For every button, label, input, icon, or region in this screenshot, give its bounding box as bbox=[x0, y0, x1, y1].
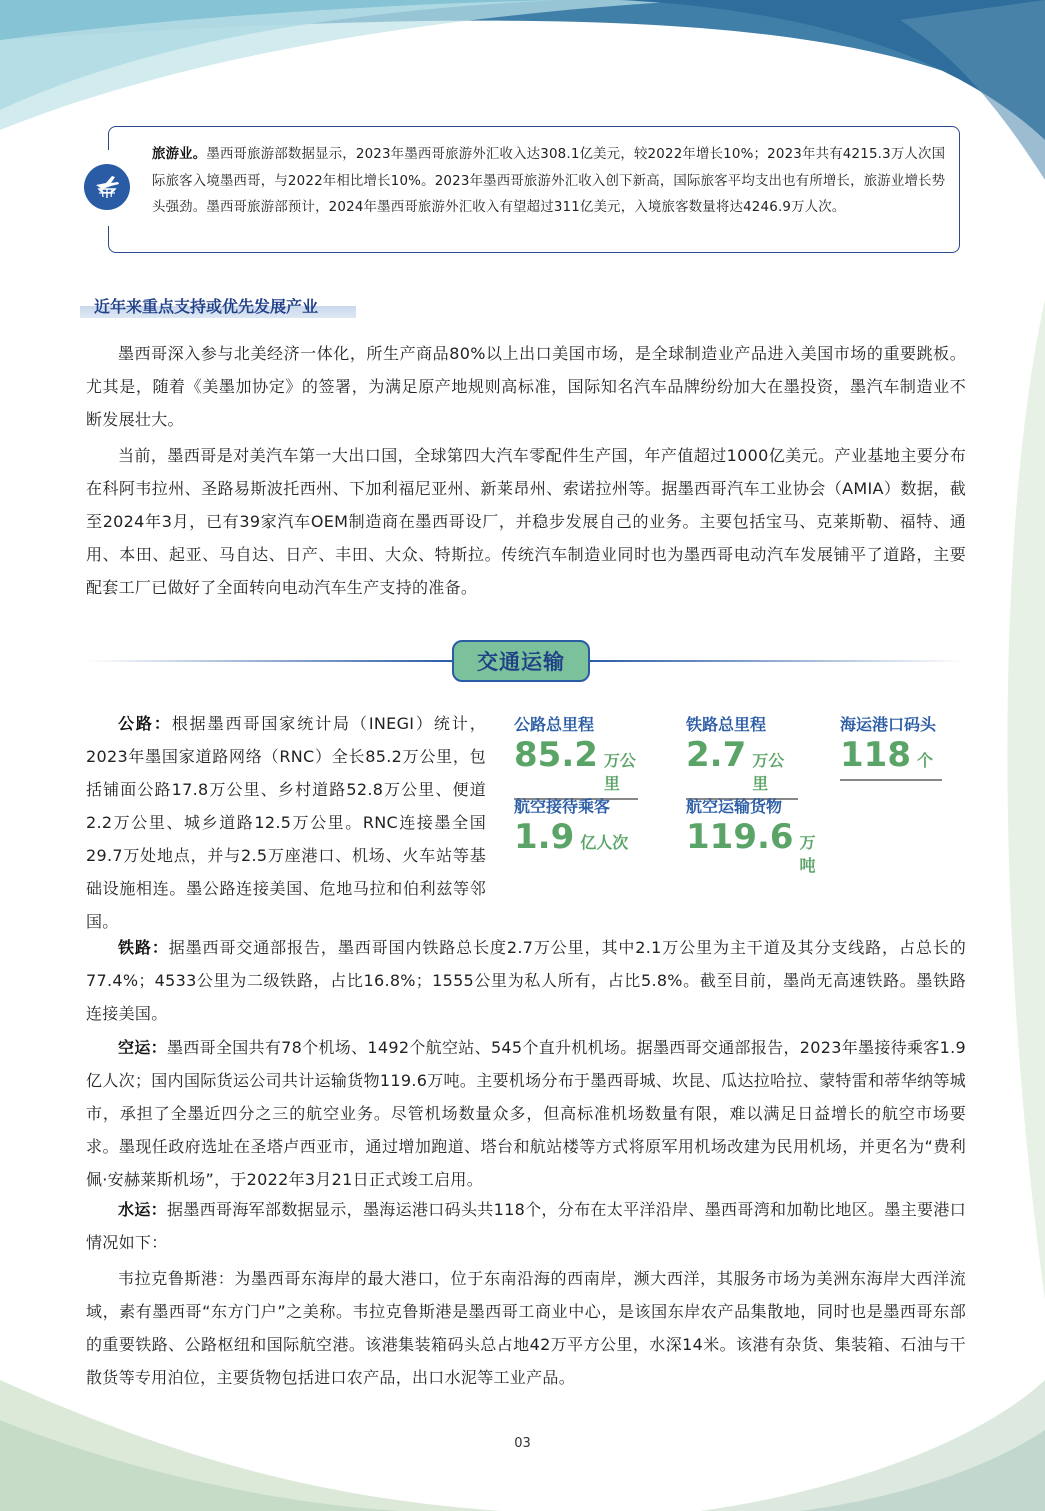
airplane-globe-icon bbox=[84, 164, 130, 210]
stat-label: 海运港口码头 bbox=[840, 715, 937, 734]
air-paragraph bbox=[86, 1031, 966, 1196]
stat-air-passengers bbox=[514, 794, 638, 857]
stat-road-length bbox=[514, 712, 638, 800]
title-line-right bbox=[590, 660, 966, 662]
stat-rail-length bbox=[686, 712, 798, 800]
stat-label: 航空运输货物 bbox=[686, 797, 783, 816]
stat-value: 2.7 bbox=[686, 735, 747, 775]
stat-unit: 个 bbox=[916, 751, 933, 770]
veracruz-paragraph: 韦拉克鲁斯港：为墨西哥东海岸的最大港口，位于东南沿海的西南岸，濒大西洋，其服务市场为美洲东海岸大西洋流域，素有墨西哥“东方门户”之美称。韦拉克鲁斯港是墨西哥工商业中心，是该国东岸农产品集散地，同时也是墨西哥东部的重要铁路、公路枢纽和国际航空港。该港集装箱码头总占地42万平方公里，水深14米。该港有杂货、集装箱、石油与干散货等专用泊位，主要货物包括进口农产品，出口水泥等工业产品。 bbox=[86, 1269, 966, 1387]
tourism-heading: 旅游业。 bbox=[152, 147, 207, 162]
stat-value: 85.2 bbox=[514, 735, 598, 775]
stat-divider bbox=[840, 779, 942, 781]
water-text: 据墨西哥海军部数据显示，墨海运港口码头共118个，分布在太平洋沿岸、墨西哥湾和加勒比地区。墨主要港口情况如下： bbox=[86, 1200, 966, 1252]
tourism-body: 墨西哥旅游部数据显示，2023年墨西哥旅游外汇收入达308.1亿美元，较2022年增长10%；2023年共有4215.3万人次国际旅客入境墨西哥，与2022年相比增长10%。2023年墨西哥旅游外汇收入创下新高，国际旅客平均支出也有所增长，旅游业增长势头强劲。墨西哥旅游部预计，2024年墨西哥旅游外汇收入有望超过311亿美元，入境旅客数量将达4246.9万人次。 bbox=[152, 147, 946, 215]
tourism-text bbox=[152, 142, 950, 222]
water-paragraph bbox=[86, 1193, 966, 1259]
stat-unit: 万吨 bbox=[799, 833, 816, 875]
water-label: 水运： bbox=[118, 1200, 167, 1219]
air-text: 墨西哥全国共有78个机场、1492个航空站、545个直升机机场。据墨西哥交通部报告，2023年墨接待乘客1.9亿人次；国内国际货运公司共计运输货物119.6万吨。主要机场分布于墨西哥城、坎昆、瓜达拉哈拉、蒙特雷和蒂华纳等城市，承担了全墨近四分之三的航空业务。尽管机场数量众多，但高标准机场数量有限，难以满足日益增长的航空市场要求。墨现任政府选址在圣塔卢西亚市，通过增加跑道、塔台和航站楼等方式将原军用机场改建为民用机场，并更名为“费利佩·安赫莱斯机场”，于2022年3月21日正式竣工启用。 bbox=[86, 1038, 966, 1189]
transport-title: 交通运输 bbox=[452, 640, 590, 682]
road-text: 根据墨西哥国家统计局（INEGI）统计，2023年墨国家道路网络（RNC）全长85.2万公里，包括铺面公路17.8万公里、乡村道路52.8万公里、便道2.2万公里、城乡道路12.5万公里。RNC连接墨全国29.7万处地点，并与2.5万座港口、机场、火车站等基础设施相连。墨公路连接美国、危地马拉和伯利兹等邻国。 bbox=[86, 714, 486, 931]
stat-unit: 亿人次 bbox=[580, 833, 629, 852]
stat-value: 1.9 bbox=[514, 817, 575, 857]
road-label: 公路： bbox=[118, 714, 172, 733]
stat-unit: 万公里 bbox=[752, 751, 785, 793]
road-paragraph bbox=[86, 707, 486, 938]
stat-label: 航空接待乘客 bbox=[514, 797, 611, 816]
stat-unit: 万公里 bbox=[603, 751, 636, 793]
industry-paragraph-1: 墨西哥深入参与北美经济一体化，所生产商品80%以上出口美国市场，是全球制造业产品进入美国市场的重要跳板。尤其是，随着《美墨加协定》的签署，为满足原产地规则高标准，国际知名汽车品牌纷纷加大在墨投资，墨汽车制造业不断发展壮大。 bbox=[86, 344, 966, 429]
rail-label: 铁路： bbox=[118, 938, 169, 957]
stat-label: 铁路总里程 bbox=[686, 715, 767, 734]
rail-text: 据墨西哥交通部报告，墨西哥国内铁路总长度2.7万公里，其中2.1万公里为主干道及其分支线路，占总长的77.4%；4533公里为二级铁路，占比16.8%；1555公里为私人所有，占比5.8%。截至目前，墨尚无高速铁路。墨铁路连接美国。 bbox=[86, 938, 966, 1023]
stat-value: 118 bbox=[840, 735, 911, 775]
rail-paragraph bbox=[86, 931, 966, 1030]
stat-air-cargo bbox=[686, 794, 826, 876]
industry-paragraph-2: 当前，墨西哥是对美汽车第一大出口国，全球第四大汽车零配件生产国，年产值超过1000亿美元。产业基地主要分布在科阿韦拉州、圣路易斯波托西州、下加利福尼亚州、新莱昂州、索诺拉州等。据墨西哥汽车工业协会（AMIA）数据，截至2024年3月，已有39家汽车OEM制造商在墨西哥设厂，并稳步发展自己的业务。主要包括宝马、克莱斯勒、福特、通用、本田、起亚、马自达、日产、丰田、大众、特斯拉。传统汽车制造业同时也为墨西哥电动汽车发展铺平了道路，主要配套工厂已做好了全面转向电动汽车生产支持的准备。 bbox=[86, 446, 966, 597]
title-line-left bbox=[86, 660, 452, 662]
stat-label: 公路总里程 bbox=[514, 715, 595, 734]
stat-value: 119.6 bbox=[686, 817, 794, 857]
page-number: 03 bbox=[514, 1436, 531, 1451]
industry-heading: 近年来重点支持或优先发展产业 bbox=[94, 297, 319, 316]
stat-ports bbox=[840, 712, 942, 781]
air-label: 空运： bbox=[118, 1038, 167, 1057]
